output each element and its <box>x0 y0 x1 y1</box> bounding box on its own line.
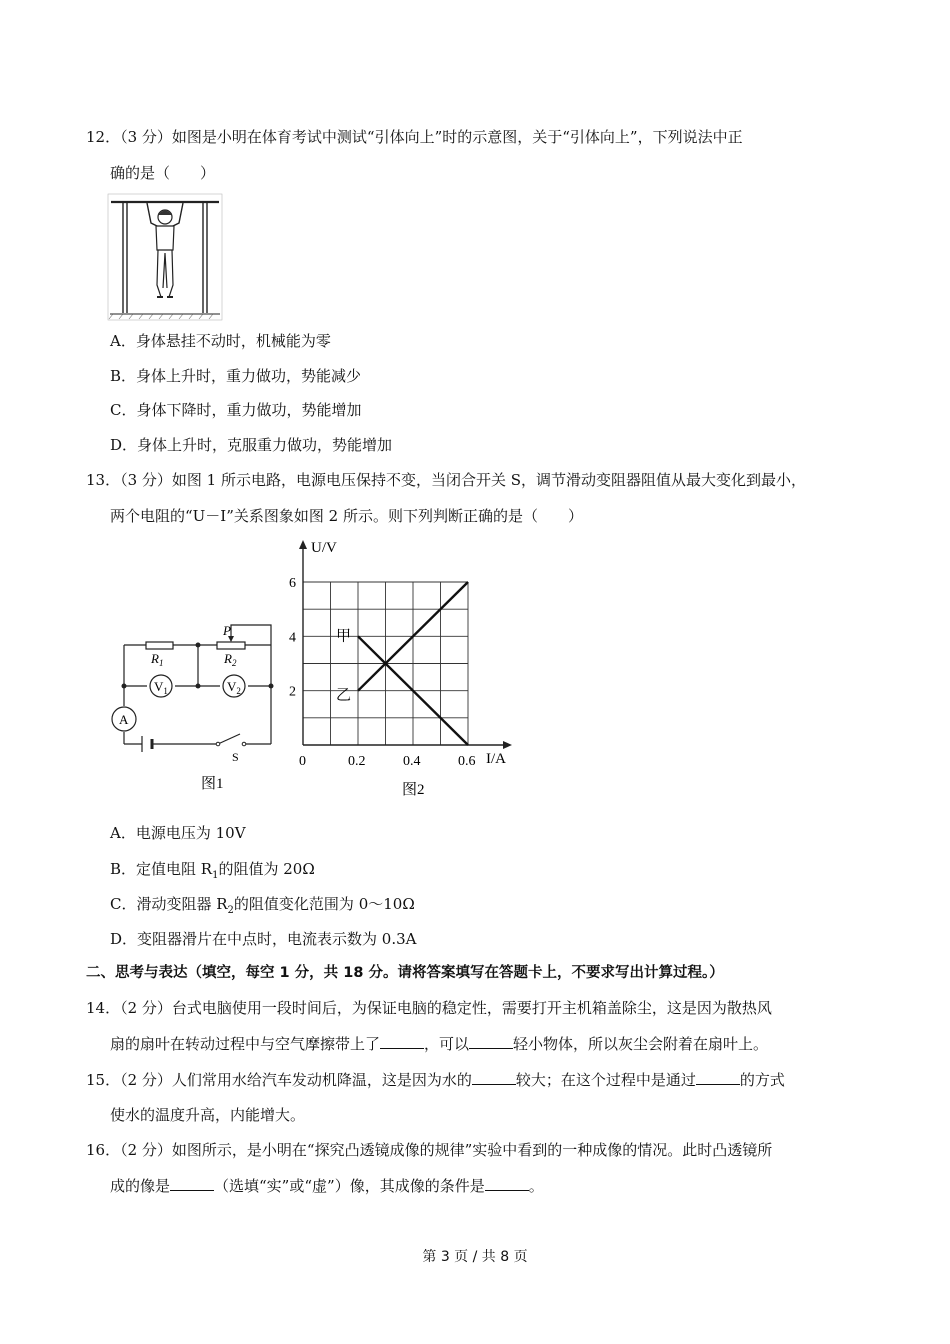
q13-option-a: A．电源电压为 10V <box>110 824 246 842</box>
section2-header: 二、思考与表达（填空，每空 1 分，共 18 分。请将答案填写在答题卡上，不要求写出计算过程。） <box>86 965 724 981</box>
q16-line1: 16．（2 分）如图所示，是小明在“探究凸透镜成像的规律”实验中看到的一种成像的情况。此时凸透镜所 <box>86 1141 773 1159</box>
q15-blank-1[interactable] <box>472 1070 516 1085</box>
y-axis-label: U/V <box>311 540 337 556</box>
q13-option-c: C．滑动变阻器 $R_2$的阻值变化范围为 0～10Ω <box>110 895 415 916</box>
circuit-diagram <box>106 616 286 796</box>
x-axis-label: I/A <box>486 751 506 767</box>
q14-line1: 14．（2 分）台式电脑使用一段时间后，为保证电脑的稳定性，需要打开主机箱盖除尘，这是因为散热风 <box>86 999 772 1017</box>
series-label-2: 乙 <box>336 687 352 704</box>
q12-option-a: A．身体悬挂不动时，机械能为零 <box>110 332 331 350</box>
q12-option-c: C．身体下降时，重力做功，势能增加 <box>110 401 362 419</box>
series-label-1: 甲 <box>336 628 352 645</box>
q14-blank-1[interactable] <box>380 1034 424 1049</box>
y-tick-label: 6 <box>289 576 296 591</box>
q14-line2: 扇的扇叶在转动过程中与空气摩擦带上了 ，可以 轻小物体，所以灰尘会附着在扇叶上。 <box>110 1035 769 1053</box>
x-tick-label: 0.4 <box>403 754 421 769</box>
voltmeter-v2-label: $V_2$ <box>227 679 241 696</box>
q15-blank-2[interactable] <box>696 1070 740 1085</box>
voltmeter-v1-label: $V_1$ <box>154 679 168 696</box>
pullup-figure <box>107 193 223 321</box>
page-footer: 第 3 页 / 共 8 页 <box>422 1249 528 1265</box>
figure2-caption: 图2 <box>402 782 425 798</box>
q13-stem-line2: 两个电阻的“U－I”关系图象如图 2 所示。则下列判断正确的是（ ） <box>110 507 583 525</box>
q15-line2: 使水的温度升高，内能增大。 <box>110 1106 306 1124</box>
q12-stem-line1: 12．（3 分）如图是小明在体育考试中测试“引体向上”时的示意图，关于“引体向上”，下列说法中正 <box>86 128 743 146</box>
q16-line2: 成的像是 （选填“实”或“虚”）像，其成像的条件是 。 <box>110 1177 544 1195</box>
q12-option-b: B．身体上升时，重力做功，势能减少 <box>110 367 362 385</box>
q16-blank-1[interactable] <box>170 1176 214 1191</box>
ammeter-label: A <box>119 712 129 727</box>
slider-p-label: P <box>223 623 231 638</box>
ui-graph <box>284 536 524 798</box>
r2-label: $R_2$ <box>224 651 237 668</box>
figure1-caption: 图1 <box>201 776 224 792</box>
x-tick-label: 0 <box>299 754 306 769</box>
switch-label: S <box>232 750 239 764</box>
y-tick-label: 2 <box>289 684 296 700</box>
q13-option-b: B．定值电阻 $R_1$的阻值为 20Ω <box>110 860 315 881</box>
x-tick-label: 0.2 <box>348 754 366 769</box>
x-tick-label: 0.6 <box>458 754 476 769</box>
r1-label: $R_1$ <box>151 651 164 668</box>
q16-blank-2[interactable] <box>485 1176 529 1191</box>
q13-stem-line1: 13．（3 分）如图 1 所示电路，电源电压保持不变，当闭合开关 S，调节滑动变阻器阻值从最大变化到最小， <box>86 471 807 489</box>
q14-blank-2[interactable] <box>469 1034 513 1049</box>
y-tick-label: 4 <box>289 630 296 646</box>
q13-option-d: D．变阻器滑片在中点时，电流表示数为 0.3A <box>110 930 417 948</box>
q12-stem-line2: 确的是（ ） <box>110 164 216 182</box>
q12-option-d: D．身体上升时，克服重力做功，势能增加 <box>110 436 393 454</box>
q15-line1: 15．（2 分）人们常用水给汽车发动机降温，这是因为水的 较大；在这个过程中是通过 的方式 <box>86 1071 785 1089</box>
